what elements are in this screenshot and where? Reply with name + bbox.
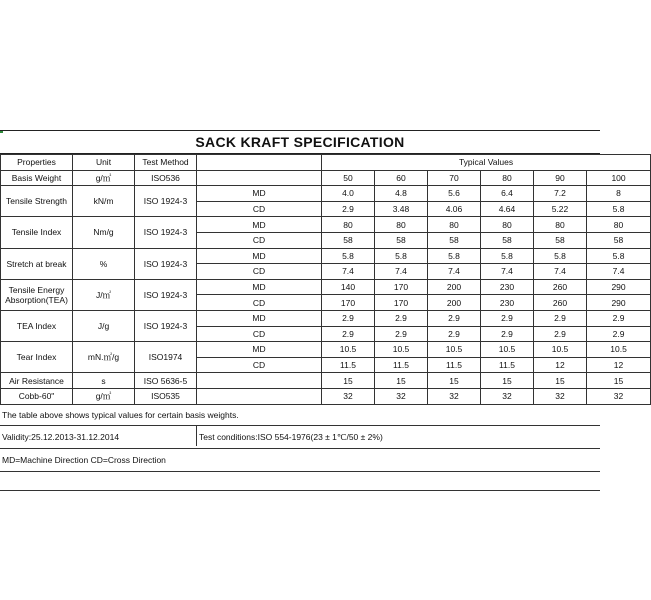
value-cell: 10.5 xyxy=(375,342,428,358)
value-cell: 10.5 xyxy=(428,342,481,358)
property-row-md xyxy=(1,310,651,326)
value-cell: 7.4 xyxy=(534,264,587,280)
value-cell: 12 xyxy=(587,357,651,373)
value-cell: 32 xyxy=(375,388,428,404)
property-method: ISO 5636-5 xyxy=(135,373,197,389)
property-method: ISO 1924-3 xyxy=(135,248,197,279)
value-cell: 10.5 xyxy=(322,342,375,358)
property-method: ISO 1924-3 xyxy=(135,310,197,341)
value-cell: 2.9 xyxy=(587,326,651,342)
value-cell: 11.5 xyxy=(375,357,428,373)
validity-row xyxy=(0,426,600,449)
property-label: Tensile Strength xyxy=(1,186,73,217)
cd-label: CD xyxy=(197,326,322,342)
value-cell: 7.4 xyxy=(428,264,481,280)
value-cell: 2.9 xyxy=(375,326,428,342)
value-cell: 32 xyxy=(322,388,375,404)
test-conditions-text: Test conditions:ISO 554-1976(23 ± 1℃/50 ± 2%) xyxy=(196,426,383,446)
property-unit: % xyxy=(73,248,135,279)
value-cell: 100 xyxy=(587,170,651,186)
property-method: ISO 1924-3 xyxy=(135,186,197,217)
value-cell: 58 xyxy=(428,232,481,248)
value-cell: 10.5 xyxy=(534,342,587,358)
property-unit: mN.㎡/g xyxy=(73,342,135,373)
value-cell: 58 xyxy=(375,232,428,248)
value-cell: 80 xyxy=(322,217,375,233)
value-cell: 170 xyxy=(375,279,428,295)
value-cell: 10.5 xyxy=(587,342,651,358)
value-cell: 80 xyxy=(534,217,587,233)
value-cell: 15 xyxy=(534,373,587,389)
value-cell: 58 xyxy=(322,232,375,248)
basis-weight-blank xyxy=(197,170,322,186)
value-cell: 7.2 xyxy=(534,186,587,202)
value-cell: 2.9 xyxy=(322,201,375,217)
spec-sheet xyxy=(0,130,627,491)
value-cell: 80 xyxy=(481,170,534,186)
value-cell: 8 xyxy=(587,186,651,202)
md-label: MD xyxy=(197,186,322,202)
value-cell: 80 xyxy=(375,217,428,233)
value-cell: 15 xyxy=(375,373,428,389)
legend-text: MD=Machine Direction CD=Cross Direction xyxy=(2,454,166,465)
md-label: MD xyxy=(197,279,322,295)
value-cell: 6.4 xyxy=(481,186,534,202)
legend-row xyxy=(0,449,600,472)
md-label: MD xyxy=(197,310,322,326)
value-cell: 5.8 xyxy=(587,201,651,217)
value-cell: 5.22 xyxy=(534,201,587,217)
value-cell: 2.9 xyxy=(481,310,534,326)
property-label: Tensile Index xyxy=(1,217,73,248)
value-cell: 2.9 xyxy=(534,310,587,326)
table-body xyxy=(1,155,651,405)
property-row-md xyxy=(1,217,651,233)
value-cell: 260 xyxy=(534,295,587,311)
value-cell: 15 xyxy=(322,373,375,389)
value-cell: 230 xyxy=(481,295,534,311)
page-title: SACK KRAFT SPECIFICATION xyxy=(0,130,600,154)
value-cell: 5.8 xyxy=(428,248,481,264)
blank-cell xyxy=(197,373,322,389)
value-cell: 230 xyxy=(481,279,534,295)
value-cell: 10.5 xyxy=(481,342,534,358)
value-cell: 200 xyxy=(428,279,481,295)
air-resistance-row xyxy=(1,373,651,389)
value-cell: 4.64 xyxy=(481,201,534,217)
value-cell: 60 xyxy=(375,170,428,186)
value-cell: 2.9 xyxy=(587,310,651,326)
value-cell: 290 xyxy=(587,279,651,295)
value-cell: 5.8 xyxy=(322,248,375,264)
value-cell: 2.9 xyxy=(375,310,428,326)
value-cell: 2.9 xyxy=(428,310,481,326)
md-label: MD xyxy=(197,217,322,233)
value-cell: 5.8 xyxy=(375,248,428,264)
value-cell: 2.9 xyxy=(322,326,375,342)
value-cell: 15 xyxy=(587,373,651,389)
property-method: ISO 1924-3 xyxy=(135,217,197,248)
value-cell: 170 xyxy=(322,295,375,311)
property-label: TEA Index xyxy=(1,310,73,341)
value-cell: 32 xyxy=(587,388,651,404)
header-properties: Properties xyxy=(1,155,73,171)
header-row xyxy=(1,155,651,171)
blank-cell xyxy=(197,388,322,404)
value-cell: 290 xyxy=(587,295,651,311)
property-row-md xyxy=(1,279,651,295)
basis-weight-method: ISO536 xyxy=(135,170,197,186)
property-method: ISO535 xyxy=(135,388,197,404)
value-cell: 5.8 xyxy=(481,248,534,264)
value-cell: 200 xyxy=(428,295,481,311)
value-cell: 32 xyxy=(534,388,587,404)
property-unit: s xyxy=(73,373,135,389)
value-cell: 7.4 xyxy=(375,264,428,280)
value-cell: 80 xyxy=(587,217,651,233)
note-text: The table above shows typical values for certain basis weights. xyxy=(2,409,239,420)
value-cell: 58 xyxy=(587,232,651,248)
cobb-row xyxy=(1,388,651,404)
value-cell: 58 xyxy=(534,232,587,248)
property-row-md xyxy=(1,248,651,264)
value-cell: 32 xyxy=(428,388,481,404)
spec-table xyxy=(0,154,651,405)
header-blank xyxy=(197,155,322,171)
basis-weight-label: Basis Weight xyxy=(1,170,73,186)
value-cell: 4.8 xyxy=(375,186,428,202)
cd-label: CD xyxy=(197,264,322,280)
value-cell: 2.9 xyxy=(322,310,375,326)
value-cell: 11.5 xyxy=(322,357,375,373)
property-unit: kN/m xyxy=(73,186,135,217)
value-cell: 70 xyxy=(428,170,481,186)
value-cell: 170 xyxy=(375,295,428,311)
value-cell: 5.8 xyxy=(587,248,651,264)
md-label: MD xyxy=(197,248,322,264)
property-method: ISO 1924-3 xyxy=(135,279,197,310)
value-cell: 2.9 xyxy=(481,326,534,342)
value-cell: 7.4 xyxy=(481,264,534,280)
blank-row xyxy=(0,472,600,491)
value-cell: 15 xyxy=(481,373,534,389)
property-method: ISO1974 xyxy=(135,342,197,373)
value-cell: 12 xyxy=(534,357,587,373)
value-cell: 80 xyxy=(428,217,481,233)
property-row-md xyxy=(1,342,651,358)
value-cell: 15 xyxy=(428,373,481,389)
value-cell: 4.06 xyxy=(428,201,481,217)
value-cell: 5.8 xyxy=(534,248,587,264)
property-unit: Nm/g xyxy=(73,217,135,248)
value-cell: 260 xyxy=(534,279,587,295)
property-label: Air Resistance xyxy=(1,373,73,389)
md-label: MD xyxy=(197,342,322,358)
property-row-md xyxy=(1,186,651,202)
value-cell: 4.0 xyxy=(322,186,375,202)
value-cell: 140 xyxy=(322,279,375,295)
header-test-method: Test Method xyxy=(135,155,197,171)
value-cell: 11.5 xyxy=(428,357,481,373)
value-cell: 3.48 xyxy=(375,201,428,217)
value-cell: 7.4 xyxy=(587,264,651,280)
validity-text: Validity:25.12.2013-31.12.2014 xyxy=(2,431,120,442)
value-cell: 58 xyxy=(481,232,534,248)
cd-label: CD xyxy=(197,201,322,217)
property-label: Tear Index xyxy=(1,342,73,373)
property-unit: g/㎡ xyxy=(73,388,135,404)
basis-weight-unit: g/㎡ xyxy=(73,170,135,186)
value-cell: 11.5 xyxy=(481,357,534,373)
property-unit: J/g xyxy=(73,310,135,341)
value-cell: 80 xyxy=(481,217,534,233)
value-cell: 2.9 xyxy=(428,326,481,342)
value-cell: 32 xyxy=(481,388,534,404)
value-cell: 5.6 xyxy=(428,186,481,202)
property-label: Stretch at break xyxy=(1,248,73,279)
property-label: Cobb-60" xyxy=(1,388,73,404)
header-typical-values: Typical Values xyxy=(322,155,651,171)
cd-label: CD xyxy=(197,357,322,373)
value-cell: 7.4 xyxy=(322,264,375,280)
header-unit: Unit xyxy=(73,155,135,171)
value-cell: 90 xyxy=(534,170,587,186)
note-row xyxy=(0,405,600,426)
value-cell: 2.9 xyxy=(534,326,587,342)
cd-label: CD xyxy=(197,232,322,248)
cd-label: CD xyxy=(197,295,322,311)
property-label: Tensile Energy Absorption(TEA) xyxy=(1,279,73,310)
value-cell: 50 xyxy=(322,170,375,186)
basis-weight-row xyxy=(1,170,651,186)
property-unit: J/㎡ xyxy=(73,279,135,310)
